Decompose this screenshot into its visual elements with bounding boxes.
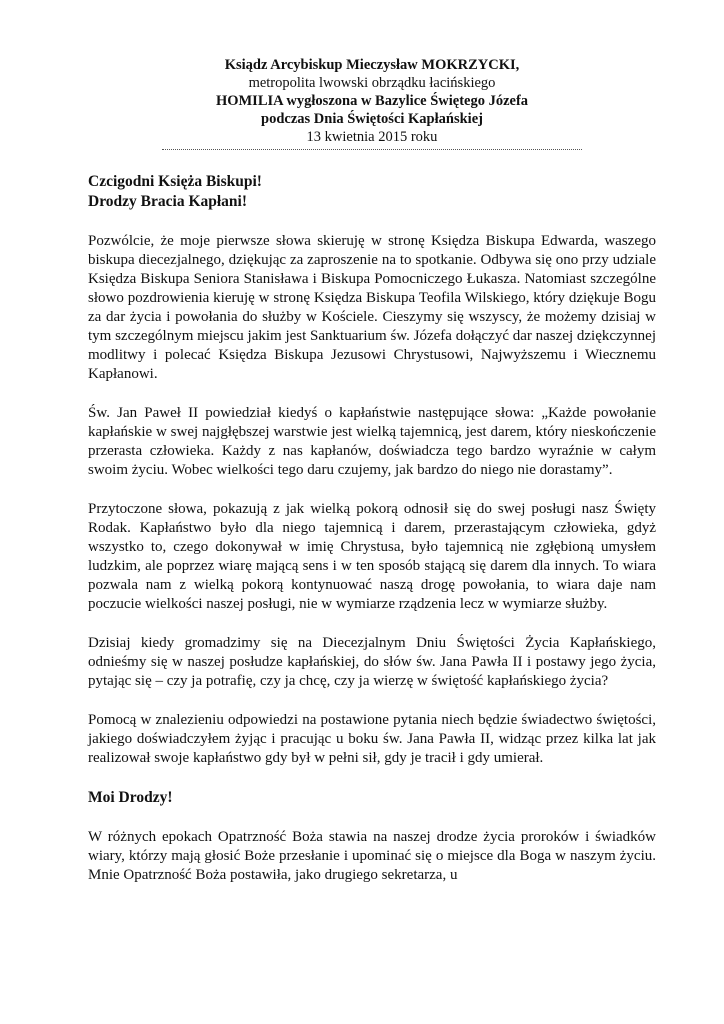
occasion-line: podczas Dnia Świętości Kapłańskiej [261,111,483,127]
paragraph-6: W różnych epokach Opatrzność Boża stawia na naszej drodze życia proroków i świadków wiary, którzy mają głosić Boże przesłanie i upominać się o miejsce dla Boga w naszym życiu. Mnie Opatrzność Boża postawiła, jako drugiego sekretarza, u [88,829,656,883]
header-divider [162,149,582,150]
author-title-line: metropolita lwowski obrządku łacińskiego [248,75,496,91]
paragraph-3: Przytoczone słowa, pokazują z jak wielką pokorą odnosił się do swej posługi nasz Święty Rodak. Kapłaństwo było dla niego tajemnicą i darem, przerastającym człowieka, gdyż wszystko to, czego dokonywał w imię Chrystusa, było tajemnicą nie zgłębioną umysłem ludzkim, ale poprzez wiarę mającą sens i w ten sposób stającą się darem dla innych. To wiara pozwala nam z wielką pokorą kontynuować naszą drogę powołania, to wiara daje nam poczucie wielkości naszej posługi, nie w wymiarze rządzenia lecz w wymiarze służby. [88,501,656,612]
subheading: Moi Drodzy! [88,789,173,806]
paragraph-4: Dzisiaj kiedy gromadzimy się na Diecezjalnym Dniu Świętości Życia Kapłańskiego, odnieśmy się w naszej posłudze kapłańskiej, do słów św. Jana Pawła II i postawy jego życia, pytając się – czy ja potrafię, czy ja chcę, czy ja wierzę w świętość kapłańskiego życia? [88,635,656,689]
greeting-line-priests: Drodzy Bracia Kapłani! [88,193,248,210]
document-header [88,56,656,150]
greeting-line-bishops: Czcigodni Księża Biskupi! [88,173,262,190]
homily-title-line: HOMILIA wygłoszona w Bazylice Świętego Józefa [215,93,529,109]
paragraph-2: Św. Jan Paweł II powiedział kiedyś o kapłaństwie następujące słowa: „Każde powołanie kapłańskie w swej najgłębszej warstwie jest wielką tajemnicą, jest darem, który nieskończenie przerasta człowieka. Każdy z nas kapłanów, doświadcza tego bardzo wyraźnie w całym swoim życiu. Wobec wielkości tego daru czujemy, jak bardzo do niego nie dorastamy”. [88,405,656,478]
date-line: 13 kwietnia 2015 roku [306,129,438,145]
paragraph-1: Pozwólcie, że moje pierwsze słowa skieruję w stronę Księdza Biskupa Edwarda, waszego biskupa diecezjalnego, dziękując za zaproszenie na to spotkanie. Odbywa się ono przy udziale Księdza Biskupa Seniora Stanisława i Biskupa Pomocniczego Łukasza. Natomiast szczególne słowo pozdrowienia kieruję w stronę Księdza Biskupa Teofila Wilskiego, który dziękuje Bogu za dar życia i powołania do służby w Kościele. Cieszymy się wszyscy, że możemy dzisiaj w tym szczególnym miejscu jakim jest Sanktuarium św. Józefa dołączyć dar naszej dziękczynnej modlitwy i polecać Księdza Biskupa Jezusowi Chrystusowi, Najwyższemu i Wiecznemu Kapłanowi. [88,233,656,382]
author-line: Ksiądz Arcybiskup Mieczysław MOKRZYCKI, [224,57,520,73]
greeting [88,172,656,212]
paragraph-5: Pomocą w znalezieniu odpowiedzi na postawione pytania niech będzie świadectwo świętości, jakiego doświadczyłem żyjąc i pracując u boku św. Jana Pawła II, widząc przez kilka lat jak realizował swoje kapłaństwo gdy był w pełni sił, gdy je tracił i gdy umierał. [88,712,656,766]
